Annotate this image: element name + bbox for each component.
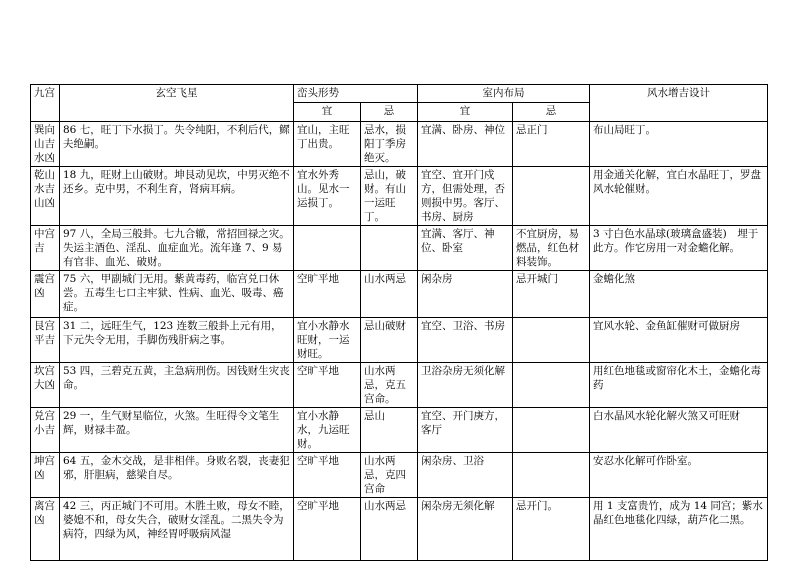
- design-header: 风水增吉设计: [590, 85, 768, 122]
- palace-name: 震宫凶: [31, 271, 60, 318]
- feng-shui-table: [30, 84, 768, 561]
- design-cell: 布山局旺丁。: [590, 122, 768, 167]
- terrain-avoid-cell: 忌山破财: [361, 318, 418, 363]
- interior-good-cell: 闲杂房: [418, 271, 513, 318]
- table-row: [31, 122, 768, 167]
- table-row: [31, 318, 768, 363]
- design-cell: 用金通关化解，宜白水晶旺丁，罗盘风水轮催财。: [590, 167, 768, 226]
- interior-good-cell: 卫浴杂房无须化解: [418, 363, 513, 408]
- terrain-good-cell: 宜水外秀山。见水一运损丁。: [294, 167, 361, 226]
- flying-star-text: 42 三，丙正城门不可用。木胜土败，母女不睦，婆媳不和，母女失合，破财女淫乱。二黑失令为病符，四绿为风，神经胃呼吸病风湿: [60, 498, 294, 561]
- interior-avoid-cell: 不宜厨房，易燃品，红色材料装饰。: [513, 226, 590, 271]
- interior-good-cell: 宜空、开门庚方，客厅: [418, 408, 513, 453]
- design-cell: 金蟾化煞: [590, 271, 768, 318]
- design-cell: 宜风水轮、金鱼缸催财可做厨房: [590, 318, 768, 363]
- table-row: [31, 226, 768, 271]
- terrain-avoid-cell: 忌水，损阳丁季房绝灭。: [361, 122, 418, 167]
- palace-name: 乾山水吉山凶: [31, 167, 60, 226]
- terrain-avoid-cell: 忌山，破财。有山一运旺丁。: [361, 167, 418, 226]
- interior-avoid-cell: 忌正门: [513, 122, 590, 167]
- table-row: [31, 453, 768, 498]
- terrain-header: 峦头形势: [294, 85, 418, 103]
- interior-avoid-cell: [513, 363, 590, 408]
- design-cell: 用 1 支富贵竹，成为 14 同宫；紫水晶红色地毯化四绿，葫芦化二黑。: [590, 498, 768, 561]
- flying-star-text: 29 一，生气财星临位，火煞。生旺得令文笔生辉，财禄丰盈。: [60, 408, 294, 453]
- design-cell: 安忍水化解可作卧室。: [590, 453, 768, 498]
- terrain-good-cell: 空旷平地: [294, 453, 361, 498]
- palace-name: 巽向山吉水凶: [31, 122, 60, 167]
- interior-avoid-cell: [513, 453, 590, 498]
- interior-good-cell: 宜满、卧房、神位: [418, 122, 513, 167]
- design-cell: 用红色地毯或窗帘化木土，金蟾化毒药: [590, 363, 768, 408]
- flying-star-text: 64 五，金木交战，是非相伴。身败名裂，丧妻犯邪，肝胆病，慈梁自尽。: [60, 453, 294, 498]
- palace-name: 中宫吉: [31, 226, 60, 271]
- table-row: [31, 167, 768, 226]
- terrain-good-cell: 宜小水静水，九运旺财。: [294, 408, 361, 453]
- terrain-avoid-cell: [361, 226, 418, 271]
- palace-name: 艮宫平吉: [31, 318, 60, 363]
- interior-avoid-cell: 忌开门。: [513, 498, 590, 561]
- table-row: [31, 363, 768, 408]
- palace-header: 九宫: [31, 85, 60, 122]
- terrain-good-cell: 宜山，主旺丁出贵。: [294, 122, 361, 167]
- interior-avoid-cell: [513, 318, 590, 363]
- design-cell: 3 寸白色水晶球(玻璃盒盛装) 埋于此方。作它房用一对金蟾化解。: [590, 226, 768, 271]
- palace-name: 兑宫小吉: [31, 408, 60, 453]
- flying-star-text: 75 六，甲副城门无用。紫黄毒药，临宫兑口休尝。五毒生七口主牢狱、性病、血光、吸毒、癌症。: [60, 271, 294, 318]
- table-row: [31, 498, 768, 561]
- flying-star-text: 97 八，全局三般卦。七九合辙，常招回禄之灾。失运主酒色、淫乱、血症血光。流年逢 7、9 易有官非、血光、破财。: [60, 226, 294, 271]
- terrain-good-cell: 空旷平地: [294, 271, 361, 318]
- interior-good-cell: 宜空、宜开门戍方，但需处理，否则损中男。客厅、书房、厨房: [418, 167, 513, 226]
- interior-good-cell: 闲杂房无须化解: [418, 498, 513, 561]
- terrain-avoid-cell: 山水两忌: [361, 498, 418, 561]
- terrain-good-cell: 空旷平地: [294, 363, 361, 408]
- interior-avoid-cell: [513, 408, 590, 453]
- palace-name: 坎宫大凶: [31, 363, 60, 408]
- design-cell: 白水晶风水轮化解火煞又可旺财: [590, 408, 768, 453]
- terrain-avoid-cell: 山水两忌，克五宫命。: [361, 363, 418, 408]
- flying-star-text: 31 二，远旺生气，123 连数三般卦上元有用，下元失令无用，手脚伤残肝病之事。: [60, 318, 294, 363]
- interior-avoid-cell: [513, 167, 590, 226]
- terrain-good-cell: 宜小水静水旺财，一运财旺。: [294, 318, 361, 363]
- terrain-good-cell: [294, 226, 361, 271]
- flying-star-text: 53 四，三碧克五黄，主急病刑伤。因钱财生灾丧命。: [60, 363, 294, 408]
- terrain-avoid-cell: 忌山: [361, 408, 418, 453]
- interior-avoid-cell: 忌开城门: [513, 271, 590, 318]
- interior-avoid-header: 忌: [513, 103, 590, 122]
- interior-header: 室内布局: [418, 85, 590, 103]
- table-row: [31, 271, 768, 318]
- terrain-avoid-cell: 山水两忌: [361, 271, 418, 318]
- flying-star-header: 玄空飞星: [60, 85, 294, 122]
- terrain-good-header: 宜: [294, 103, 361, 122]
- terrain-avoid-cell: 山水两忌，克四宫命: [361, 453, 418, 498]
- flying-star-text: 86 七，旺丁下水损丁。失令纯阳，不利后代，鳏夫绝嗣。: [60, 122, 294, 167]
- table-row: [31, 408, 768, 453]
- interior-good-cell: 宜空、卫浴、书房: [418, 318, 513, 363]
- interior-good-cell: 闲杂房、卫浴: [418, 453, 513, 498]
- terrain-good-cell: 空旷平地: [294, 498, 361, 561]
- terrain-avoid-header: 忌: [361, 103, 418, 122]
- interior-good-header: 宜: [418, 103, 513, 122]
- palace-name: 坤宫凶: [31, 453, 60, 498]
- flying-star-text: 18 九，旺财上山破财。坤艮动见坎，中男灭绝不还乡。克中男，不利生育，肾病耳病。: [60, 167, 294, 226]
- header-row: [31, 85, 768, 103]
- interior-good-cell: 宜满、客厅、神位、卧室: [418, 226, 513, 271]
- palace-name: 离宫凶: [31, 498, 60, 561]
